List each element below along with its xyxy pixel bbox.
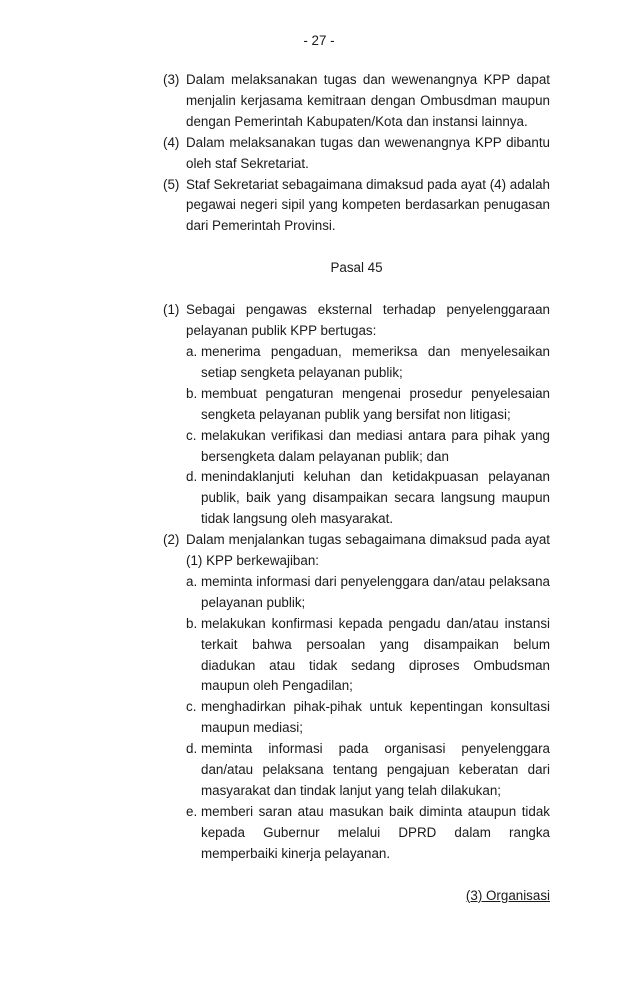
subclause-text: membuat pengaturan mengenai prosedur penyelesaian sengketa pelayanan publik yang bersifat non litigasi;: [201, 385, 550, 422]
subclause-2d: [186, 739, 550, 802]
clause-text: Dalam melaksanakan tugas dan wewenangnya KPP dibantu oleh staf Sekretariat.: [186, 134, 550, 171]
subclause-letter: c.: [186, 427, 197, 443]
subclause-letter: d.: [186, 469, 198, 485]
clause-3: [163, 70, 550, 133]
clause-text: Dalam melaksanakan tugas dan wewenangnya KPP dapat menjalin kerjasama kemitraan dengan Ombusdman maupun dengan Pemerintah Kabupaten/Kota dan instansi lainnya.: [186, 72, 550, 129]
subclause-2c: [186, 697, 550, 739]
subclause-text: menindaklanjuti keluhan dan ketidakpuasan pelayanan publik, baik yang disampaikan secara langsung maupun tidak langsung oleh masyarakat.: [201, 469, 550, 527]
subclause-letter: b.: [186, 385, 198, 401]
subclause-1b: [186, 384, 550, 426]
document-body: [163, 70, 550, 907]
next-page-reference: (3) Organisasi: [465, 887, 550, 903]
subclause-letter: a.: [186, 343, 198, 359]
subclause-2b: [186, 614, 550, 698]
subclause-text: menghadirkan pihak-pihak untuk kepentingan konsultasi maupun mediasi;: [201, 699, 550, 736]
clause-5: [163, 175, 550, 238]
subclause-text: menerima pengaduan, memeriksa dan menyelesaikan setiap sengketa pelayanan publik;: [201, 343, 550, 380]
clause-number: (2): [163, 532, 180, 548]
subclause-letter: d.: [186, 741, 198, 757]
page-number-text: - 27 -: [303, 33, 335, 48]
subclause-2e: [186, 802, 550, 865]
clause-text: Sebagai pengawas eksternal terhadap penyelenggaraan pelayanan publik KPP bertugas:: [186, 302, 550, 339]
clause-number: (1): [163, 302, 180, 318]
page-number: [0, 31, 638, 51]
clause-1: [163, 300, 550, 342]
subclause-letter: e.: [186, 803, 198, 819]
subclause-text: meminta informasi dari penyelenggara dan/atau pelaksana pelayanan publik;: [201, 573, 550, 610]
subclause-letter: c.: [186, 699, 197, 715]
clause-text: Staf Sekretariat sebagaimana dimaksud pada ayat (4) adalah pegawai negeri sipil yang kompeten berdasarkan penugasan dari Pemerintah Provinsi.: [186, 176, 550, 234]
clause-number: (3): [163, 72, 180, 87]
clause-2: [163, 530, 550, 572]
subclause-text: melakukan verifikasi dan mediasi antara para pihak yang bersengketa dalam pelayanan publik; dan: [201, 427, 550, 464]
clause-text: Dalam menjalankan tugas sebagaimana dimaksud pada ayat (1) KPP berkewajiban:: [186, 532, 550, 569]
subclause-1d: [186, 467, 550, 530]
subclause-1c: [186, 426, 550, 468]
clause-number: (5): [163, 176, 180, 192]
subclause-letter: a.: [186, 573, 198, 589]
subclause-text: memberi saran atau masukan baik diminta ataupun tidak kepada Gubernur melalui DPRD dalam rangka memperbaiki kinerja pelayanan.: [201, 803, 550, 861]
article-heading: Pasal 45: [330, 260, 383, 276]
subclause-1a: [186, 342, 550, 384]
subclause-text: meminta informasi pada organisasi penyelenggara dan/atau pelaksana tentang pengajuan keberatan dari masyarakat dan tindak lanjut yang telah dilakukan;: [201, 741, 550, 798]
clause-4: [163, 133, 550, 175]
subclause-2a: [186, 572, 550, 614]
spacer: [163, 237, 550, 258]
subclause-text: melakukan konfirmasi kepada pengadu dan/atau instansi terkait bahwa persoalan yang disampaikan belum diadukan atau tidak sedang diproses Ombudsman maupun oleh Pengadilan;: [201, 615, 550, 694]
clause-number: (4): [163, 134, 180, 150]
spacer: [163, 279, 550, 300]
subclause-letter: b.: [186, 615, 198, 631]
